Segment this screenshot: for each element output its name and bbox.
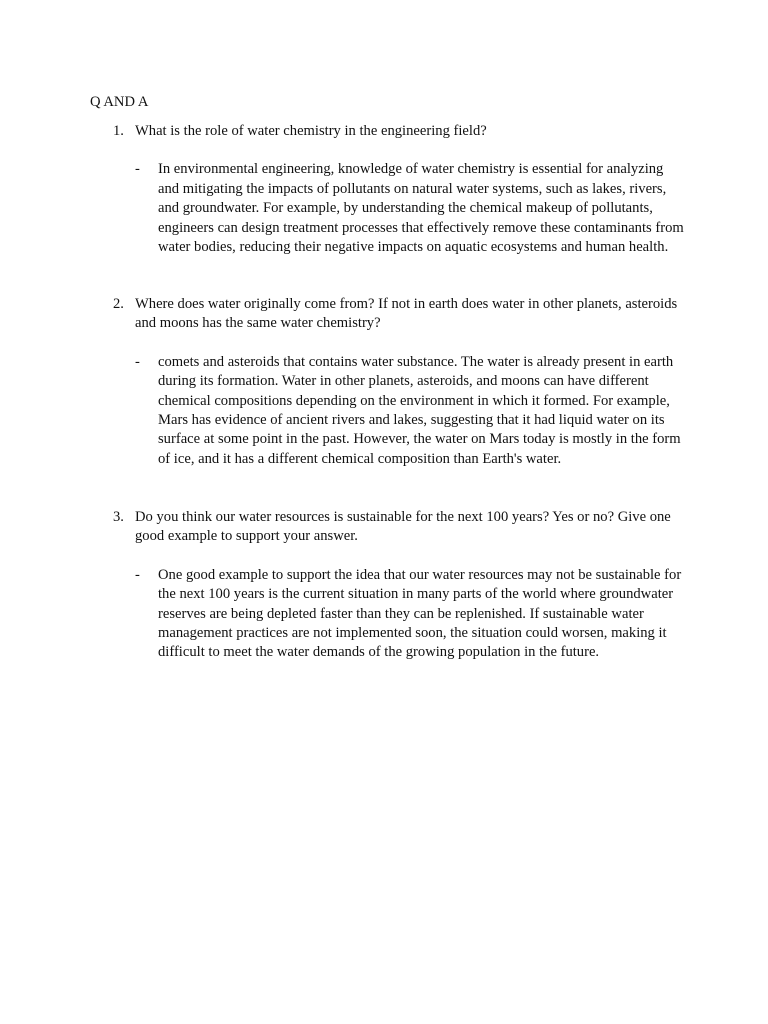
answer-text: One good example to support the idea that our water resources may not be sustainable for the next 100 years is the current situation in many parts of the world where groundwater reserves are being depleted faster than they can be replenished. If sustainable water management practices are not implemented soon, the situation could worsen, making it difficult to meet the water demands of the growing population in the future. — [158, 566, 682, 661]
question-number: 2. — [113, 296, 124, 312]
answer-text: In environmental engineering, knowledge of water chemistry is essential for analyzing and mitigating the impacts of pollutants on natural water systems, such as lakes, rivers, and groundwater. For example, by understanding the chemical makeup of pollutants, engineers can design treatment processes that effectively remove these contaminants from water bodies, reducing their negative impacts on aquatic ecosystems and human health. — [158, 161, 684, 256]
answer-block — [113, 566, 683, 663]
document-title: Q AND A — [90, 94, 149, 110]
answer-bullet: - — [135, 566, 140, 583]
question-number: 1. — [113, 123, 124, 139]
question-text: Where does water originally come from? If not in earth does water in other planets, asteroids and moons has the same water chemistry? — [135, 296, 678, 332]
question-text: Do you think our water resources is sustainable for the next 100 years? Yes or no? Give one good example to support your answer. — [135, 509, 671, 545]
answer-bullet: - — [135, 353, 140, 370]
qa-item-2 — [113, 295, 683, 469]
answer-block — [113, 160, 683, 257]
answer-bullet: - — [135, 161, 140, 178]
answer-text: comets and asteroids that contains water substance. The water is already present in earth during its formation. Water in other planets, asteroids, and moons can have different chemical compositions depending on the environment in which it formed. For example, Mars has evidence of ancient rivers and lakes, suggesting that it had liquid water on its surface at some point in the past. However, the water on Mars today is mostly in the form of ice, and it has a different chemical composition than Earth's water. — [158, 353, 681, 467]
answer-block — [113, 353, 683, 469]
qa-item-3 — [113, 508, 683, 663]
question-number: 3. — [113, 509, 124, 525]
qa-item-1 — [113, 122, 683, 257]
question-text: What is the role of water chemistry in the engineering field? — [135, 123, 487, 139]
